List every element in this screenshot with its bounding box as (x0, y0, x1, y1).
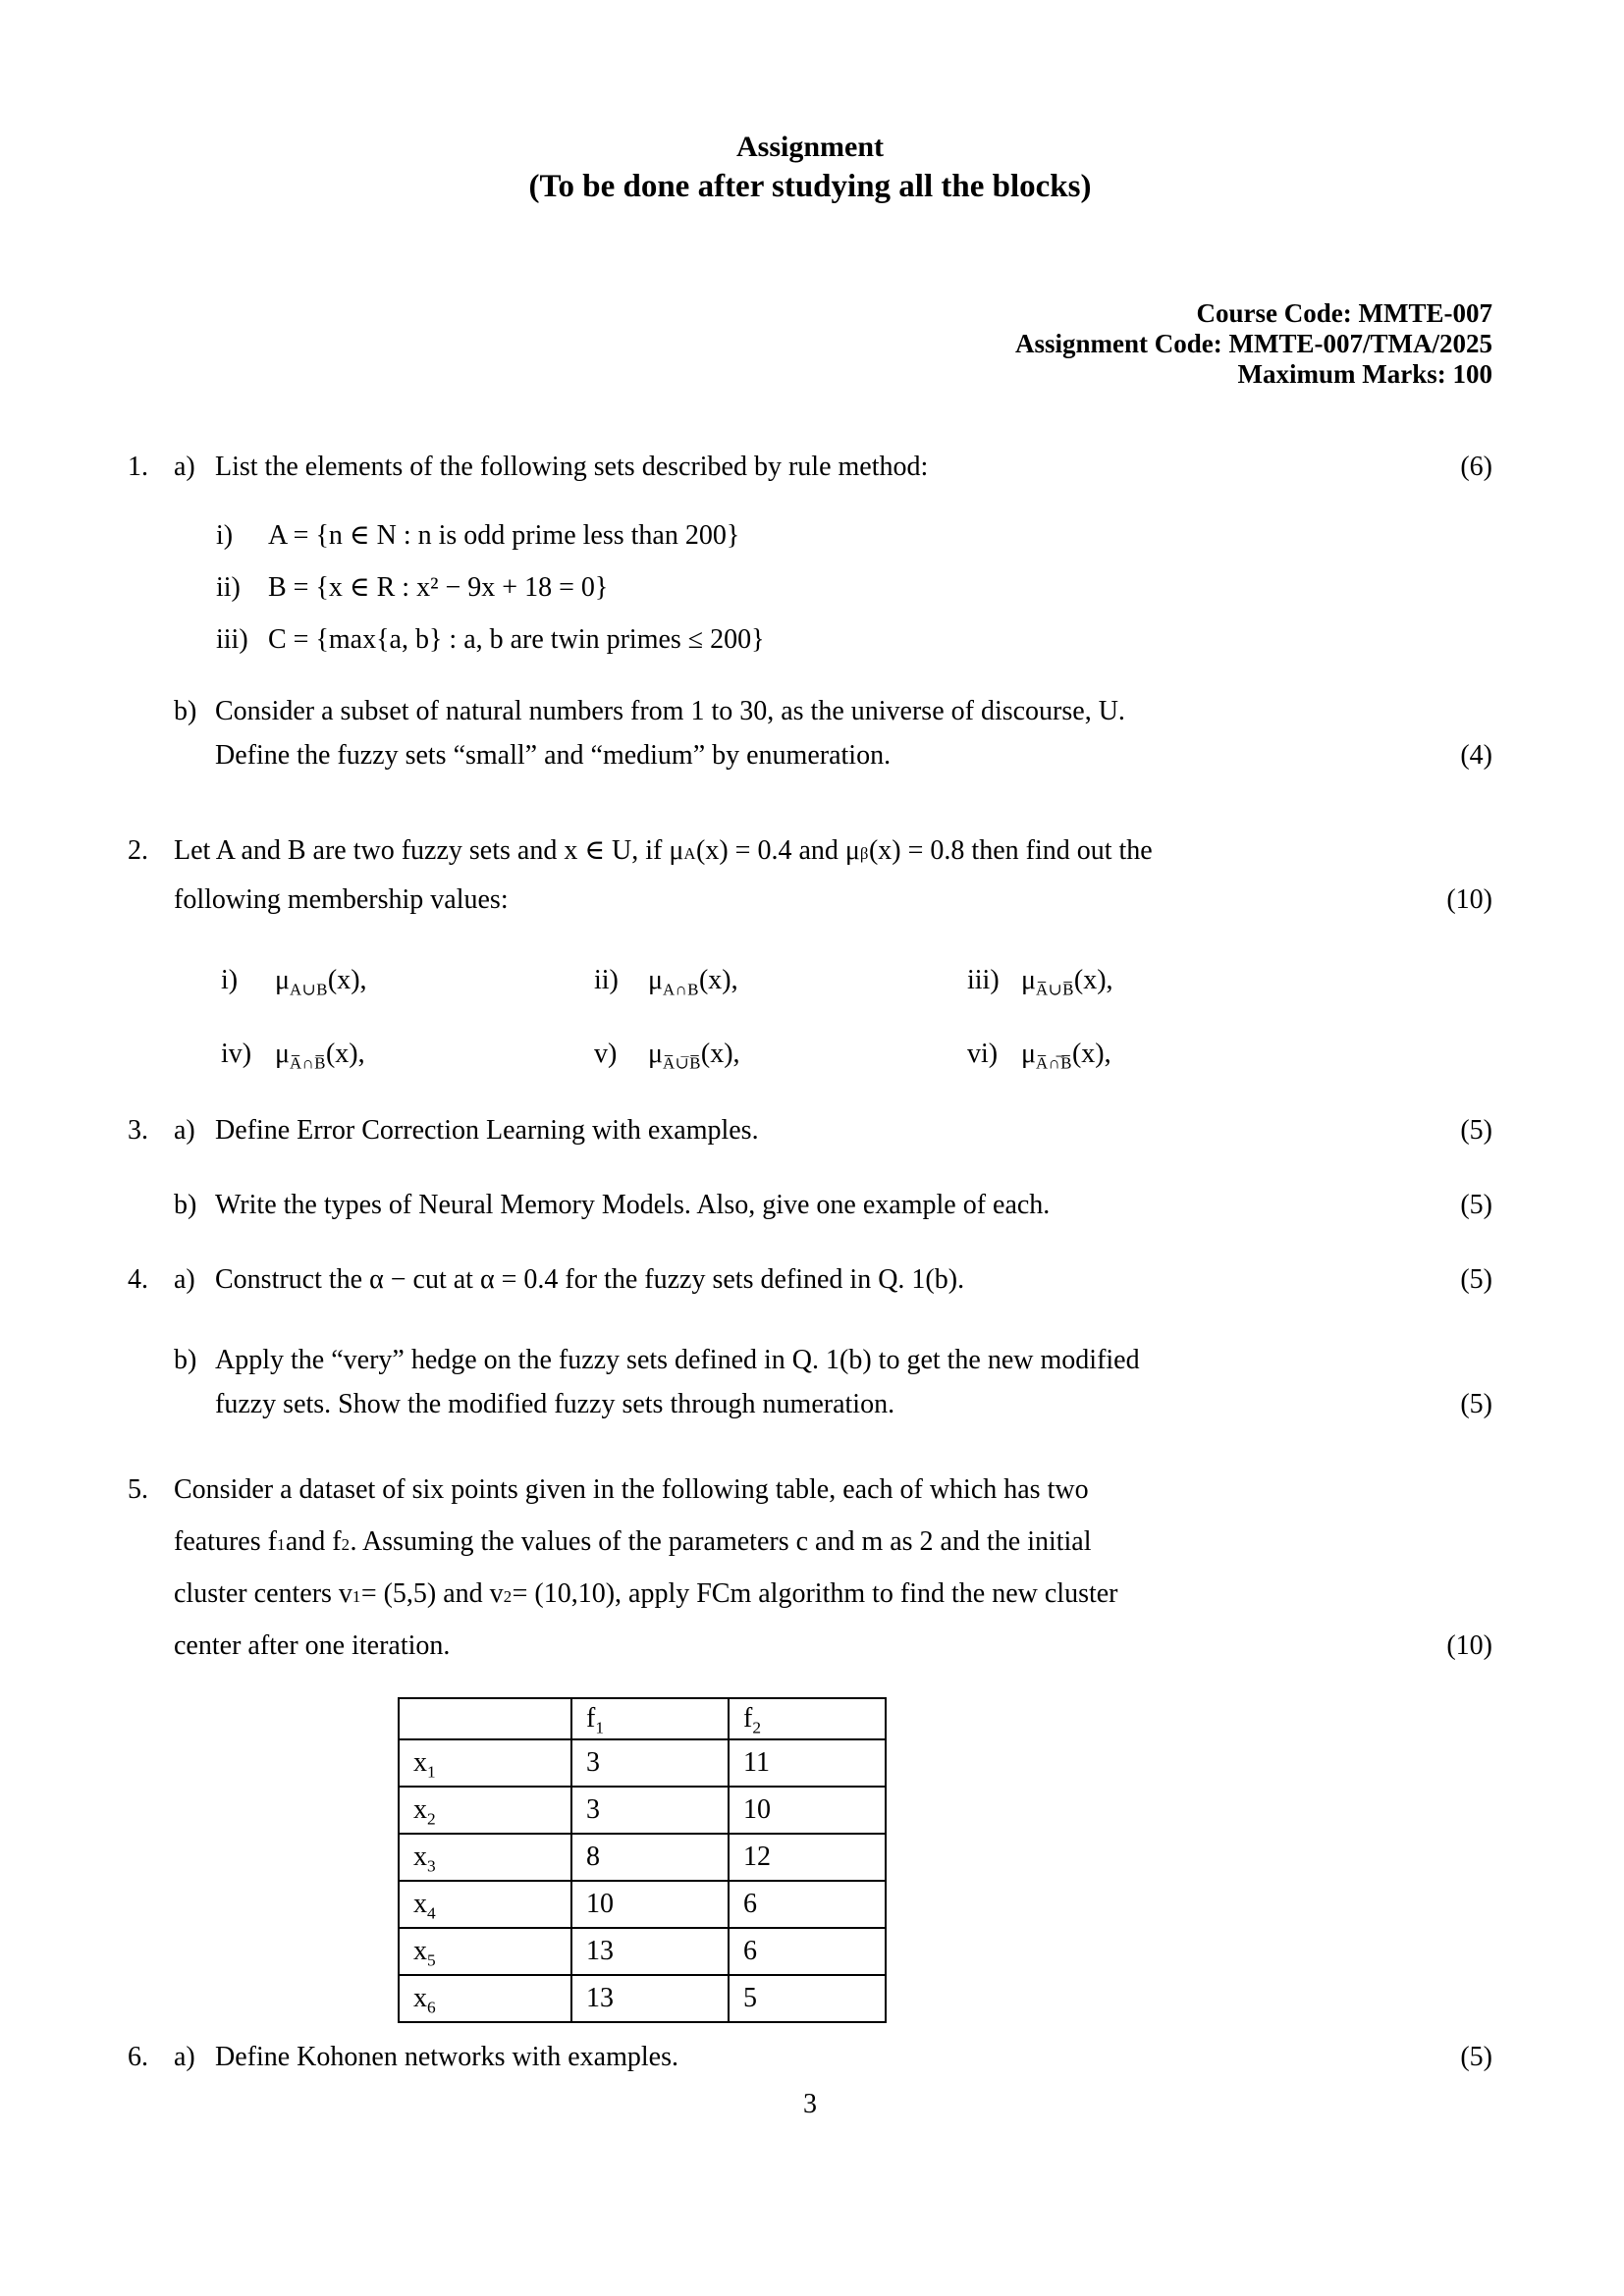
question-2 (128, 827, 1492, 925)
part-label: a) (174, 1115, 195, 1146)
question-6a (128, 2041, 1492, 2074)
assignment-code: Assignment Code: MMTE-007/TMA/2025 (1015, 329, 1492, 358)
part-label: a) (174, 452, 195, 482)
membership-item (221, 964, 594, 997)
question-text: Construct the α − cut at α = 0.4 for the fuzzy sets defined in Q. 1(b). (215, 1264, 965, 1295)
question-1a-items (216, 519, 1492, 657)
list-item (216, 519, 1492, 553)
f1-value: 13 (571, 1975, 729, 2022)
question-text: Write the types of Neural Memory Models. Also, give one example of each. (215, 1190, 1051, 1220)
list-item (216, 623, 1492, 657)
membership-item (221, 1038, 594, 1071)
mu-formula: $\mu_{A̅\cup̅B̅}(x)$, (648, 1039, 740, 1073)
page-subtitle: (To be done after studying all the blocks) (528, 169, 1092, 204)
table-header-f2: $f_2$ (729, 1698, 886, 1739)
mu-formula: $\mu_{A̅\cup B̅}(x)$, (1021, 965, 1113, 999)
question-4a (128, 1263, 1492, 1297)
question-4b (128, 1338, 1492, 1426)
marks-badge: (5) (1460, 1115, 1492, 1146)
page-number: 3 (803, 2089, 817, 2119)
part-label: b) (174, 1190, 197, 1220)
row-label: $x_2$ (399, 1787, 571, 1834)
f1-value: 10 (571, 1881, 729, 1928)
f2-value: 12 (729, 1834, 886, 1881)
item-number: v) (594, 1039, 618, 1069)
question-text: following membership values: (174, 884, 509, 915)
table-row (399, 1975, 886, 2022)
mu-formula: $\mu_{A̅\cap B̅}(x)$, (275, 1039, 365, 1073)
question-2-items (221, 964, 1492, 1071)
table-row (399, 1739, 886, 1787)
marks-badge: (10) (1446, 1630, 1492, 1661)
dataset-table (398, 1697, 887, 2023)
page-title: Assignment (735, 131, 884, 163)
f2-value: 6 (729, 1928, 886, 1975)
title-block (128, 130, 1492, 208)
question-number: 1. (128, 452, 148, 482)
f2-value: 10 (729, 1787, 886, 1834)
set-definition: B = {x ∈ R : x² − 9x + 18 = 0} (268, 572, 609, 603)
marks-badge: (5) (1460, 1264, 1492, 1295)
row-label: $x_5$ (399, 1928, 571, 1975)
part-label: a) (174, 1264, 195, 1295)
mu-formula: $\mu_{A̅\cap̅B̅}(x)$, (1021, 1039, 1111, 1073)
table-row (399, 1881, 886, 1928)
question-number: 2. (128, 835, 148, 866)
question-text: Define the fuzzy sets “small” and “medium” by enumeration. (215, 740, 892, 771)
membership-item (967, 964, 1340, 997)
f1-value: 3 (571, 1739, 729, 1787)
table-row (399, 1787, 886, 1834)
marks-badge: (5) (1460, 1389, 1492, 1419)
table-header-blank (399, 1698, 571, 1739)
question-text: Define Error Correction Learning with examples. (215, 1115, 759, 1146)
mu-formula: $\mu_{A\cap B}(x)$, (648, 965, 738, 999)
meta-block (128, 298, 1492, 390)
set-definition: A = {n ∈ N : n is odd prime less than 200} (268, 520, 740, 551)
marks-badge: (5) (1460, 1190, 1492, 1220)
part-label: a) (174, 2042, 195, 2072)
marks-badge: (5) (1460, 2042, 1492, 2072)
table-header-row (399, 1698, 886, 1739)
item-number: vi) (967, 1039, 999, 1069)
question-text: Consider a dataset of six points given in the following table, each of which has two (174, 1474, 1089, 1505)
row-label: $x_3$ (399, 1834, 571, 1881)
question-text: cluster centers v 1 = (5,5) and v 2 = (10,10), apply FCm algorithm to find the new cluster (174, 1578, 1118, 1609)
question-text: Consider a subset of natural numbers from 1 to 30, as the universe of discourse, U. (215, 696, 1125, 726)
question-number: 6. (128, 2042, 148, 2072)
question-3b (128, 1189, 1492, 1222)
item-number: i) (221, 965, 239, 995)
mu-formula: $\mu_{A\cup B}(x)$, (275, 965, 367, 999)
table-header-f1: $f_1$ (571, 1698, 729, 1739)
f2-value: 5 (729, 1975, 886, 2022)
question-text: center after one iteration. (174, 1630, 451, 1661)
maximum-marks: Maximum Marks: 100 (1237, 359, 1492, 389)
row-label: $x_6$ (399, 1975, 571, 2022)
f1-value: 13 (571, 1928, 729, 1975)
item-number: ii) (216, 572, 241, 603)
f2-value: 6 (729, 1881, 886, 1928)
set-definition: C = {max{a, b} : a, b are twin primes ≤ 200} (268, 624, 765, 655)
marks-badge: (6) (1460, 452, 1492, 482)
question-1a (128, 451, 1492, 484)
list-item (216, 571, 1492, 605)
question-number: 5. (128, 1474, 148, 1505)
table-row (399, 1834, 886, 1881)
question-text: Apply the “very” hedge on the fuzzy sets defined in Q. 1(b) to get the new modified (215, 1345, 1140, 1375)
f1-value: 8 (571, 1834, 729, 1881)
item-number: iii) (967, 965, 1000, 995)
question-text: List the elements of the following sets described by rule method: (215, 452, 929, 482)
row-label: $x_4$ (399, 1881, 571, 1928)
table-row (399, 1928, 886, 1975)
question-3a (128, 1114, 1492, 1148)
question-number: 4. (128, 1264, 148, 1295)
question-5 (128, 1464, 1492, 1672)
question-text: features f 1 and f 2 . Assuming the values of the parameters c and m as 2 and the initial (174, 1526, 1092, 1557)
item-number: i) (216, 520, 234, 551)
item-number: iv) (221, 1039, 252, 1069)
question-text: Define Kohonen networks with examples. (215, 2042, 678, 2072)
marks-badge: (4) (1460, 740, 1492, 771)
membership-item (594, 964, 967, 997)
marks-badge: (10) (1446, 884, 1492, 915)
membership-item (967, 1038, 1340, 1071)
question-number: 3. (128, 1115, 148, 1146)
part-label: b) (174, 696, 197, 726)
f2-value: 11 (729, 1739, 886, 1787)
question-text: fuzzy sets. Show the modified fuzzy sets through numeration. (215, 1389, 895, 1419)
course-code: Course Code: MMTE-007 (1196, 298, 1492, 328)
question-1b (128, 689, 1492, 777)
item-number: iii) (216, 624, 248, 655)
row-label: $x_1$ (399, 1739, 571, 1787)
f1-value: 3 (571, 1787, 729, 1834)
membership-item (594, 1038, 967, 1071)
item-number: ii) (594, 965, 619, 995)
part-label: b) (174, 1345, 197, 1375)
question-text: Let A and B are two fuzzy sets and x ∈ U, if μ A (x) = 0.4 and μ β (x) = 0.8 then find out the (174, 835, 1153, 866)
